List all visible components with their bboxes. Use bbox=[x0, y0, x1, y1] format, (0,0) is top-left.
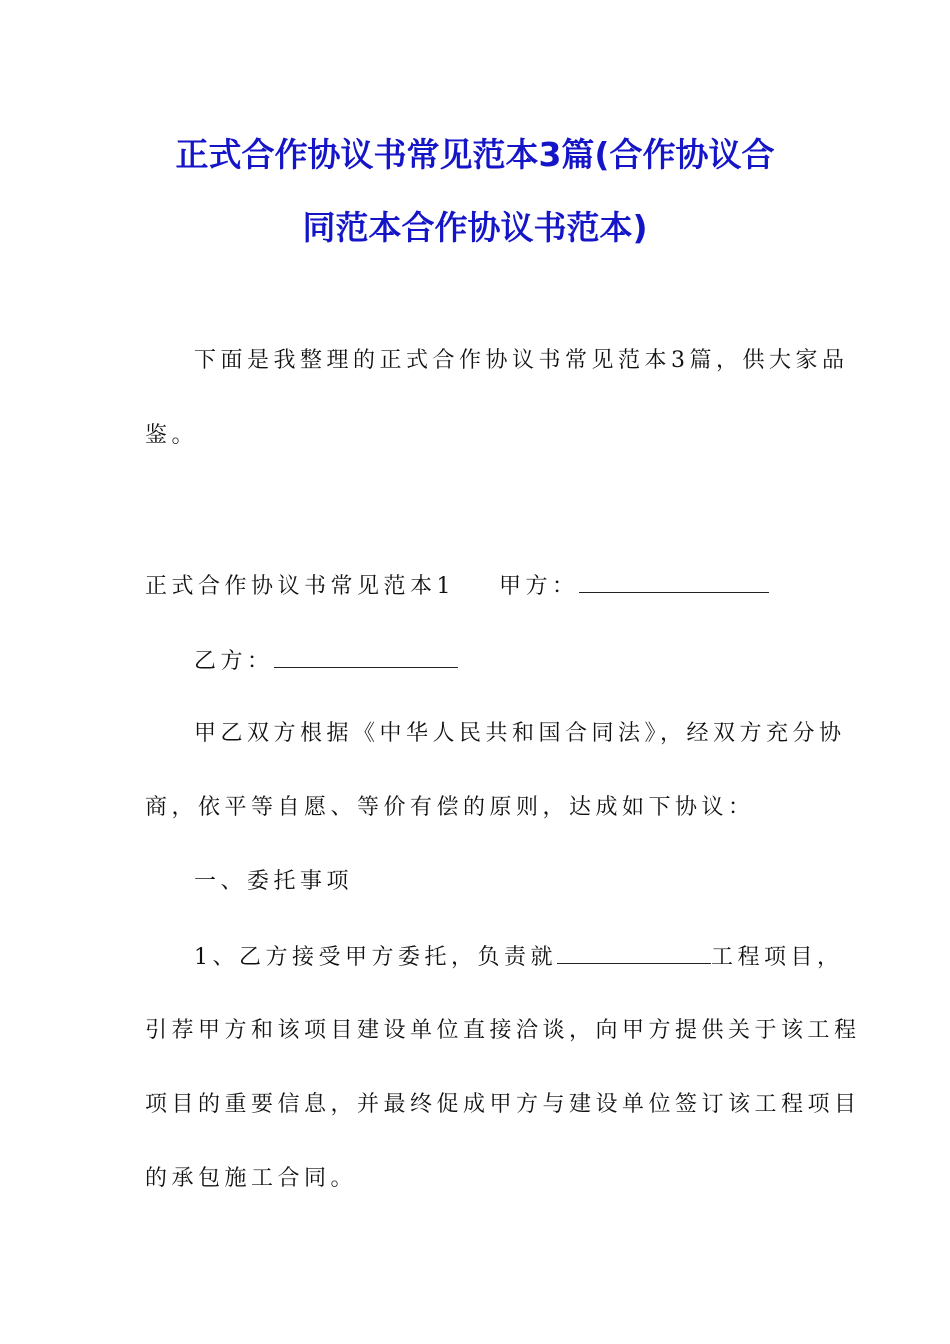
item-1-suffix: 工程项目， bbox=[711, 945, 844, 970]
section-1-heading: 正式合作协议书常见范本1 bbox=[145, 574, 455, 599]
para-1-line-1: 甲乙双方根据《中华人民共和国合同法》，经双方充分协 bbox=[194, 721, 846, 746]
clause-1-heading: 一、委托事项 bbox=[194, 869, 354, 894]
item-1-line-4: 的承包施工合同。 bbox=[145, 1166, 358, 1191]
party-b-label: 乙方： bbox=[194, 649, 274, 674]
para-1-line-2: 商，依平等自愿、等价有偿的原则，达成如下协议： bbox=[145, 795, 755, 820]
party-a-label: 甲方： bbox=[499, 574, 579, 599]
party-a-blank-line bbox=[579, 570, 769, 593]
item-1-line-3: 项目的重要信息，并最终促成甲方与建设单位签订该工程项目 bbox=[145, 1092, 861, 1117]
document-title-line-1: 正式合作协议书常见范本3篇(合作协议合 bbox=[175, 135, 775, 174]
intro-line-2: 鉴。 bbox=[145, 423, 199, 448]
item-1-line-2: 引荐甲方和该项目建设单位直接洽谈，向甲方提供关于该工程 bbox=[145, 1018, 861, 1043]
document-title-line-2: 同范本合作协议书范本) bbox=[302, 208, 648, 247]
intro-line-1: 下面是我整理的正式合作协议书常见范本3篇，供大家品 bbox=[194, 348, 849, 373]
item-1-prefix: 1、乙方接受甲方委托，负责就 bbox=[194, 945, 557, 970]
party-b-blank-line bbox=[274, 645, 458, 668]
item-1-line-1 bbox=[194, 941, 844, 973]
party-b-row bbox=[194, 645, 458, 677]
project-name-blank-line bbox=[557, 941, 711, 964]
section-1-heading-row bbox=[145, 570, 769, 602]
